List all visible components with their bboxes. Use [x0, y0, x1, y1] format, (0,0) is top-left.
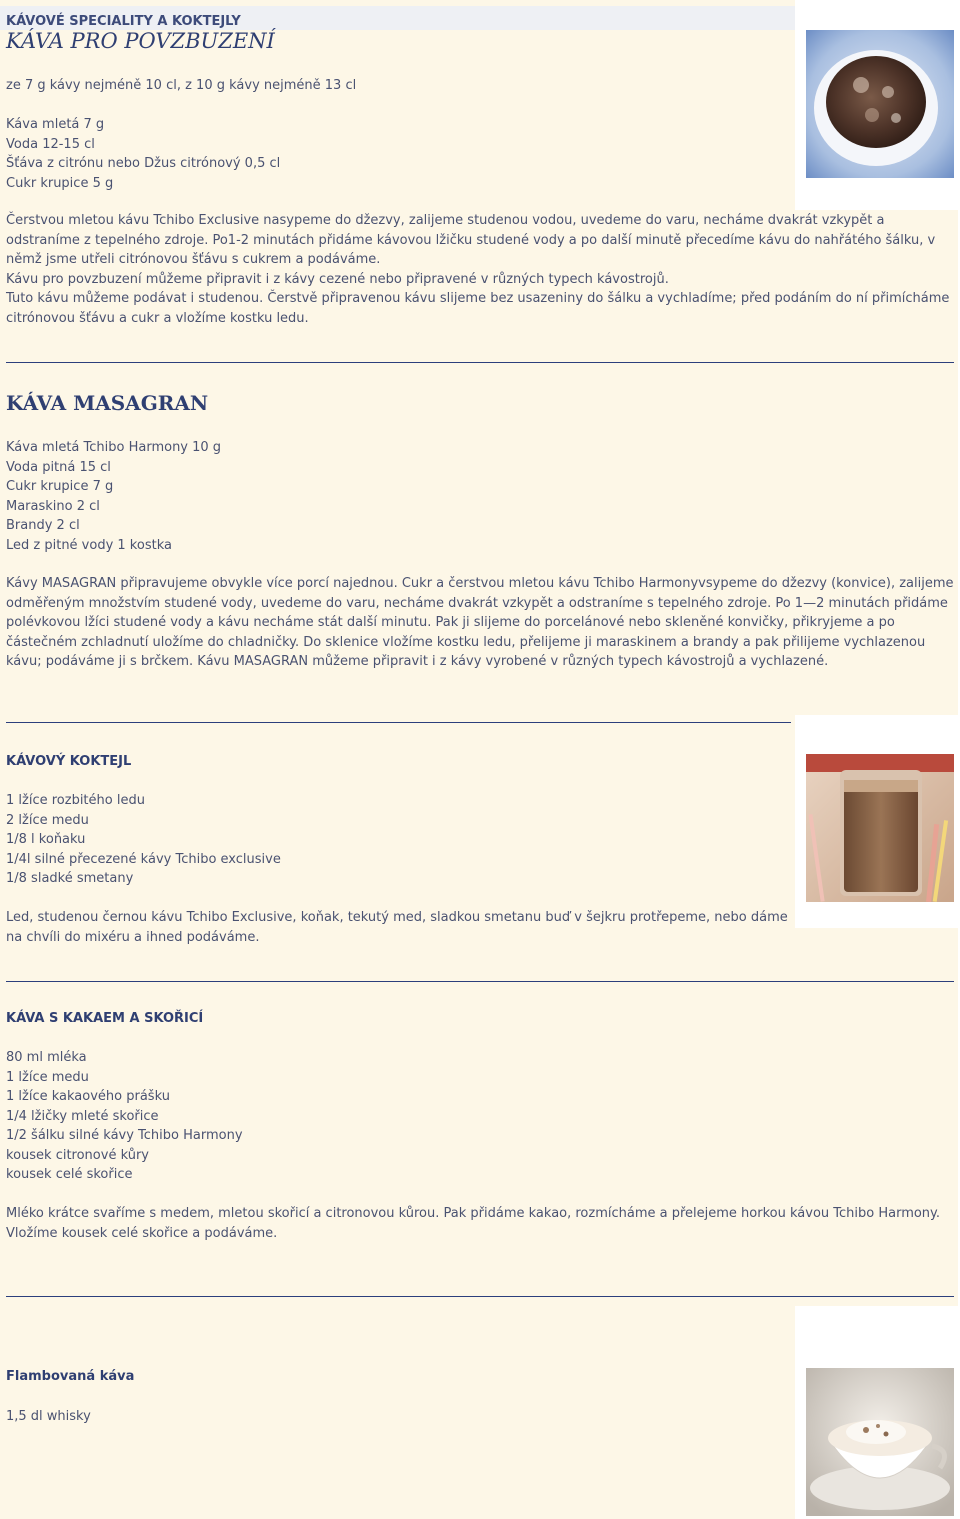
divider: [6, 722, 791, 723]
section2-body: Kávy MASAGRAN připravujeme obvykle více porcí najednou. Cukr a čerstvou mletou kávu Tchibo Harmonyvsypeme do džezvy (konvice), zalijeme odměřeným množstvím studené vody, uvedeme do varu, necháme dvakrát vzkypět a odstraníme s tepelného zdroje. Po 1—2 minutách přidáme polévkovou lžíci studené vody a kávu necháme stát další minutu. Pak ji slijeme do porcelánové nebo skleněné konvičky, přikryjeme a po částečném zchladnutí uložíme do chladničky. Do sklenice vložíme kostku ledu, přelijeme ji maraskinem a brandy a pak přilijeme vychlazenou kávu; podáváme ji s brčkem. Kávu MASAGRAN můžeme připravit i z kávy vyrobené v různých typech kávostrojů a vychlazené.: [6, 576, 954, 669]
section2-title: KÁVA MASAGRAN: [6, 391, 209, 415]
section3-body: Led, studenou černou kávu Tchibo Exclusive, koňak, tekutý med, sladkou smetanu buď v šejkru protřepeme, nebo dáme na chvíli do mixéru a ihned podáváme.: [6, 910, 788, 945]
ingredient: 1 lžíce rozbitého ledu: [6, 793, 145, 808]
divider: [6, 1296, 954, 1297]
ingredient: Cukr krupice 7 g: [6, 479, 114, 494]
ingredient: 1/2 šálku silné kávy Tchibo Harmony: [6, 1128, 243, 1143]
section1-ingredients: [6, 115, 786, 193]
ingredient: Voda pitná 15 cl: [6, 459, 111, 475]
ingredient: Brandy 2 cl: [6, 518, 80, 533]
iced-coffee-photo: [806, 754, 954, 902]
cappuccino-photo: [806, 1368, 954, 1516]
divider: [6, 981, 954, 982]
ingredient: 1/8 sladké smetany: [6, 871, 134, 886]
ingredient: 2 lžíce medu: [6, 812, 89, 828]
section5-ingredients: [6, 1407, 786, 1427]
coffee-cup-photo: [806, 30, 954, 178]
section4-ingredients: [6, 1048, 786, 1185]
ingredient: 1 lžíce medu: [6, 1069, 89, 1085]
paragraph: Tuto kávu můžeme podávat i studenou. Čerstvě připravenou kávu slijeme bez usazeniny do šálku a vychladíme; před podáním do ní přimícháme citrónovou šťávu a cukr a vložíme kostku ledu.: [6, 291, 950, 326]
ingredient: Káva mletá 7 g: [6, 117, 105, 132]
ingredient: kousek celé skořice: [6, 1167, 133, 1182]
ingredient: Káva mletá Tchibo Harmony 10 g: [6, 440, 222, 455]
ingredient: 1/8 l koňaku: [6, 832, 86, 847]
section1-title: KÁVA PRO POVZBUZENÍ: [6, 29, 275, 53]
section3-ingredients: [6, 791, 786, 889]
ingredient: Led z pitné vody 1 kostka: [6, 537, 172, 553]
paragraph: Kávu pro povzbuzení můžeme připravit i z kávy cezené nebo připravené v různých typech kávostrojů.: [6, 271, 669, 287]
ingredient: kousek citronové kůry: [6, 1147, 149, 1163]
divider: [6, 362, 954, 363]
category-label: KÁVOVÉ SPECIALITY A KOKTEJLY: [6, 14, 241, 29]
ingredient: Voda 12-15 cl: [6, 136, 95, 152]
ingredient: 80 ml mléka: [6, 1050, 87, 1065]
ingredient: 1 lžíce kakaového prášku: [6, 1089, 170, 1104]
ingredient: 1/4l silné přecezené kávy Tchibo exclusive: [6, 851, 281, 867]
paragraph: Čerstvou mletou kávu Tchibo Exclusive nasypeme do džezvy, zalijeme studenou vodou, uvedeme do varu, necháme dvakrát vzkypět a odstraníme z tepelného zdroje. Po1-2 minutách přidáme kávovou lžičku studené vody a po další minutě přecedíme kávu do nahřátého šálku, v němž jsme utřeli citrónovou šťávu s cukrem a podáváme.: [6, 213, 936, 267]
section1-body: [6, 211, 956, 328]
ingredient: 1,5 dl whisky: [6, 1409, 91, 1424]
section1-intro: ze 7 g kávy nejméně 10 cl, z 10 g kávy nejméně 13 cl: [6, 78, 357, 93]
section4-title: KÁVA S KAKAEM A SKOŘICÍ: [6, 1011, 204, 1026]
section5-title: Flambovaná káva: [6, 1369, 135, 1384]
section2-ingredients: [6, 438, 786, 555]
section4-body: Mléko krátce svaříme s medem, mletou skořicí a citronovou kůrou. Pak přidáme kakao, rozmícháme a přelejeme horkou kávou Tchibo Harmony. Vložíme kousek celé skořice a podáváme.: [6, 1206, 941, 1241]
ingredient: Šťáva z citrónu nebo Džus citrónový 0,5 cl: [6, 156, 281, 171]
ingredient: Cukr krupice 5 g: [6, 175, 114, 191]
ingredient: 1/4 lžičky mleté skořice: [6, 1108, 159, 1124]
section3-title: KÁVOVÝ KOKTEJL: [6, 754, 132, 769]
ingredient: Maraskino 2 cl: [6, 498, 100, 514]
